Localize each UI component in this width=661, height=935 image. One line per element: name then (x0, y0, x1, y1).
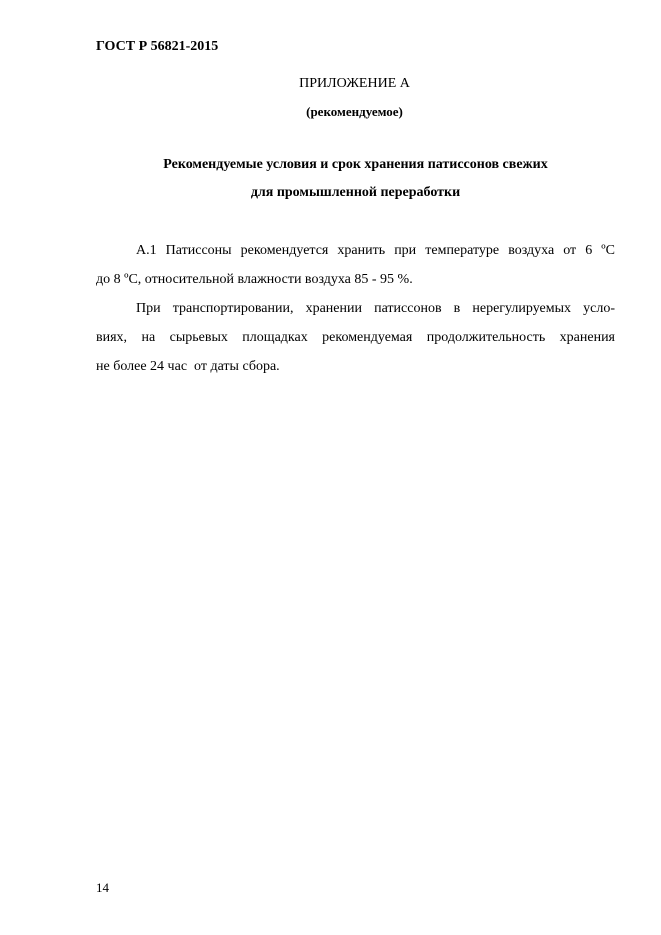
body-text (96, 236, 615, 381)
paragraph-line: виях, на сырьевых площадках рекомендуемая продолжительность хранения (96, 330, 615, 345)
document-code: ГОСТ Р 56821-2015 (96, 39, 219, 54)
paragraph-line: не более 24 час от даты сбора. (96, 359, 280, 374)
paragraph-line: до 8 ºС, относительной влажности воздуха 85 - 95 %. (96, 272, 413, 287)
appendix-title: ПРИЛОЖЕНИЕ А (299, 76, 410, 91)
paragraph-line: При транспортировании, хранении патиссонов в нерегулируемых усло- (136, 301, 615, 316)
section-title-line-1: Рекомендуемые условия и срок хранения патиссонов свежих (163, 157, 548, 172)
paragraph-a1 (96, 236, 615, 294)
section-title-line-2: для промышленной переработки (250, 185, 461, 200)
appendix-subtitle: (рекомендуемое) (306, 104, 403, 119)
paragraph-transport (96, 294, 615, 381)
paragraph-line: А.1 Патиссоны рекомендуется хранить при температуре воздуха от 6 ºС (136, 243, 615, 258)
page-number: 14 (96, 880, 109, 895)
